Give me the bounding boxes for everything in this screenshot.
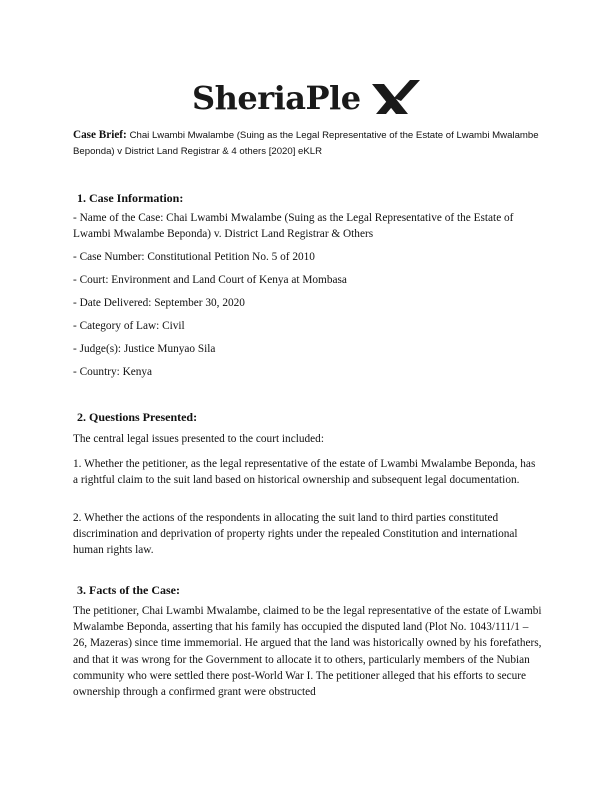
case-info-date: - Date Delivered: September 30, 2020 bbox=[73, 297, 245, 309]
case-brief: Case Brief: Chai Lwambi Mwalambe (Suing as the Legal Representative of the Estate of Lwambi Mwalambe Beponda) v District Land Registrar & 4 others [2020] eKLR bbox=[73, 129, 539, 157]
logo-wordmark: SheriaPle bbox=[192, 79, 361, 117]
section-heading-facts: 3. Facts of the Case: bbox=[77, 583, 180, 597]
case-info-name: - Name of the Case: Chai Lwambi Mwalambe (Suing as the Legal Representative of the Estate of Lwambi Mwalambe Beponda) v. District Land Registrar & Others bbox=[73, 212, 514, 241]
case-info-judges: - Judge(s): Justice Munyao Sila bbox=[73, 343, 216, 355]
case-info-category: - Category of Law: Civil bbox=[73, 320, 185, 332]
case-info-court: - Court: Environment and Land Court of Kenya at Mombasa bbox=[73, 274, 347, 286]
question-item: 1. Whether the petitioner, as the legal representative of the estate of Lwambi Mwalambe Beponda, has a rightful claim to the suit land based on historical ownership and subsequent legal documentation. bbox=[73, 458, 536, 487]
question-item: 2. Whether the actions of the respondents in allocating the suit land to third parties constituted discrimination and deprivation of property rights under the repealed Constitution and international human rights law. bbox=[73, 512, 518, 557]
case-brief-label: Case Brief bbox=[73, 129, 124, 141]
case-info-number: - Case Number: Constitutional Petition No. 5 of 2010 bbox=[73, 251, 315, 263]
facts-paragraph: The petitioner, Chai Lwambi Mwalambe, claimed to be the legal representative of the estate of Lwambi Mwalambe Beponda, asserting that his family has occupied the disputed land (Plot No. 1043/111/1 – 26, Mazeras) since time immemorial. He argued that the land was historically owned by his forefathers, and that it was wrong for the Government to allocate it to others, particularly members of the Nubian community who were settled there post-World War I. The petitioner alleged that his efforts to secure ownership through a confirmed grant were obstructed bbox=[73, 605, 542, 699]
sheriaplex-logo bbox=[192, 74, 422, 124]
logo-x-mark-icon bbox=[370, 78, 420, 118]
case-brief-title: Chai Lwambi Mwalambe (Suing as the Legal Representative of the Estate of Lwambi Mwalambe Beponda) v District Land Registrar & 4 others [2020] eKLR bbox=[73, 130, 539, 157]
section-heading-questions-presented: 2. Questions Presented: bbox=[77, 410, 198, 424]
section-heading-case-information: 1. Case Information: bbox=[77, 191, 184, 205]
case-info-country: - Country: Kenya bbox=[73, 366, 153, 378]
questions-intro: The central legal issues presented to the court included: bbox=[73, 433, 324, 445]
